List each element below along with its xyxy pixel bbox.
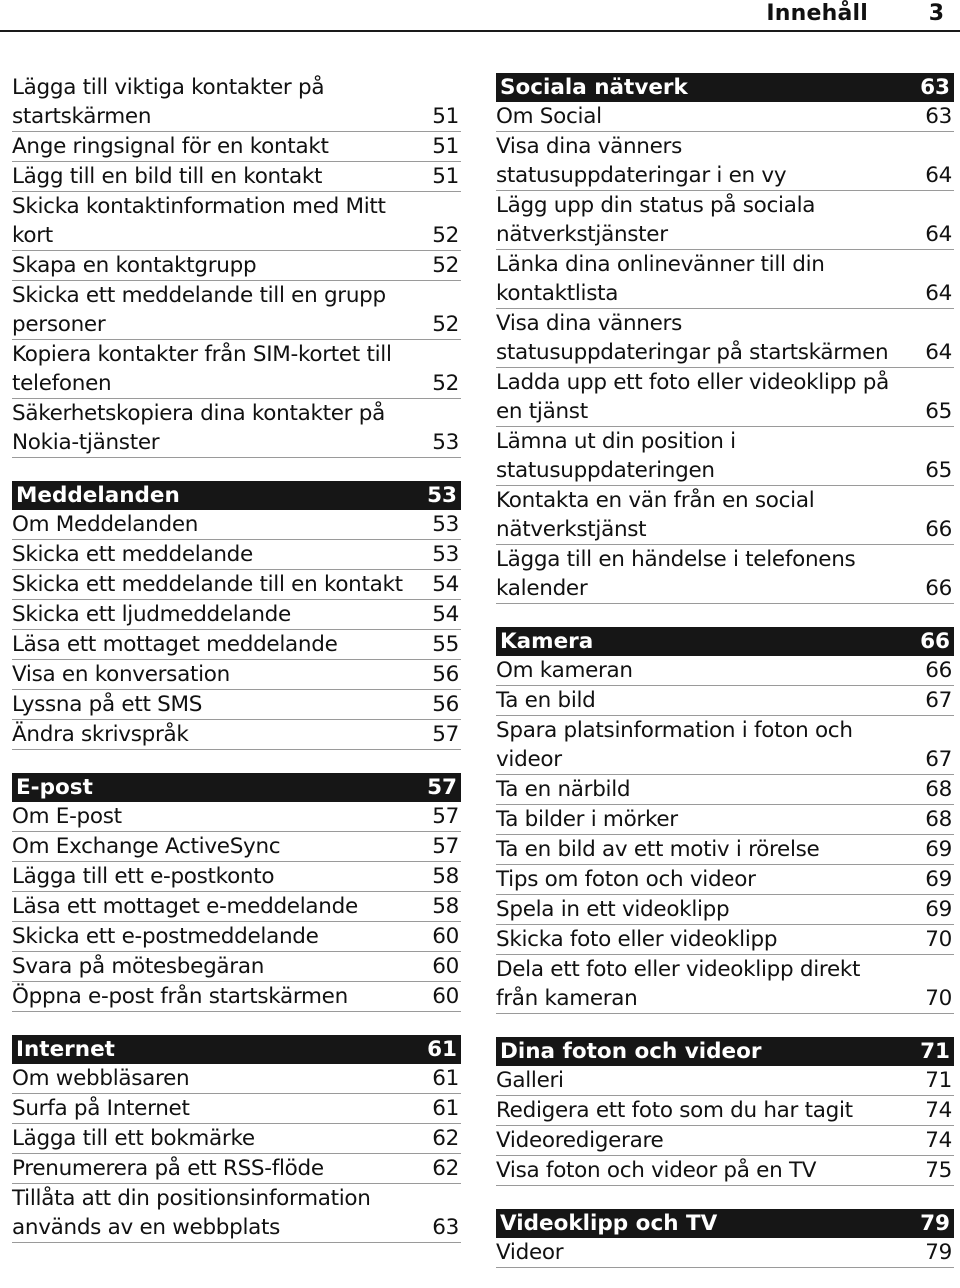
toc-entry-title: Läsa ett mottaget e-meddelande xyxy=(12,894,358,919)
toc-left-column xyxy=(12,73,461,1243)
toc-section-videoklipp-och-tv xyxy=(496,1209,954,1238)
toc-entry-title: Lägga till ett e-postkonto xyxy=(12,864,275,889)
toc-entry xyxy=(12,1064,461,1094)
toc-entry-page: 63 xyxy=(432,1215,459,1240)
toc-entry-title: Lägga till en händelse i telefonens kalender xyxy=(496,547,856,601)
toc-entry-title: Prenumerera på ett RSS-flöde xyxy=(12,1156,324,1181)
toc-entry xyxy=(12,862,461,892)
toc-entry-page: 60 xyxy=(432,924,459,949)
toc-entry-title: Om kameran xyxy=(496,658,633,683)
toc-entry-page: 67 xyxy=(925,747,952,772)
toc-entry-title: Tillåta att din positionsinformation används av en webbplats xyxy=(12,1186,371,1240)
toc-entry-title: Om Meddelanden xyxy=(12,512,199,537)
toc-entry-page: 52 xyxy=(432,253,459,278)
toc-entry-title: Visa dina vänners statusuppdateringar i en vy xyxy=(496,134,787,188)
toc-entry xyxy=(496,895,954,925)
toc-entry-title: Skicka ett meddelande till en kontakt xyxy=(12,572,403,597)
toc-entry xyxy=(12,1154,461,1184)
toc-entry-title: Lägga till viktiga kontakter på startskärmen xyxy=(12,75,325,129)
toc-section-page: 61 xyxy=(427,1037,457,1062)
toc-entry xyxy=(496,1066,954,1096)
toc-entry xyxy=(12,720,461,750)
toc-entry xyxy=(12,251,461,281)
toc-entry xyxy=(12,952,461,982)
page-number: 3 xyxy=(928,1,944,26)
toc-entry-title: Visa foton och videor på en TV xyxy=(496,1158,817,1183)
toc-entry-title: Skicka ett meddelande xyxy=(12,542,253,567)
toc-entry-title: Tips om foton och videor xyxy=(496,867,756,892)
toc-entry-title: Om webbläsaren xyxy=(12,1066,190,1091)
toc-entry-page: 69 xyxy=(925,897,952,922)
toc-entry-page: 71 xyxy=(925,1068,952,1093)
toc-entry-page: 57 xyxy=(432,834,459,859)
toc-entry-page: 79 xyxy=(925,1240,952,1265)
toc-entry xyxy=(496,1238,954,1268)
toc-entry xyxy=(496,102,954,132)
toc-entry-title: Lämna ut din position i statusuppdateringen xyxy=(496,429,736,483)
toc-entry xyxy=(12,399,461,458)
toc-entry-page: 56 xyxy=(432,662,459,687)
toc-entry-page: 64 xyxy=(925,163,952,188)
toc-entry-page: 60 xyxy=(432,954,459,979)
toc-entry-title: Spara platsinformation i foton och videor xyxy=(496,718,853,772)
toc-entry xyxy=(12,570,461,600)
toc-entry-title: Ta en bild av ett motiv i rörelse xyxy=(496,837,820,862)
toc-entry xyxy=(12,892,461,922)
toc-section-title: Internet xyxy=(16,1037,115,1062)
toc-entry-page: 66 xyxy=(925,576,952,601)
toc-entry-page: 62 xyxy=(432,1156,459,1181)
toc-entry xyxy=(12,73,461,132)
toc-entry xyxy=(496,132,954,191)
toc-entry xyxy=(12,982,461,1012)
toc-section-title: Dina foton och videor xyxy=(500,1039,762,1064)
toc-entry-page: 69 xyxy=(925,867,952,892)
toc-entry-page: 66 xyxy=(925,658,952,683)
toc-right-column xyxy=(496,73,954,1268)
toc-entry xyxy=(496,1126,954,1156)
toc-entry xyxy=(12,281,461,340)
toc-section-internet xyxy=(12,1035,461,1064)
toc-section-page: 71 xyxy=(920,1039,950,1064)
toc-entry-title: Om Exchange ActiveSync xyxy=(12,834,281,859)
toc-entry xyxy=(12,802,461,832)
toc-section-meddelanden xyxy=(12,481,461,510)
toc-entry xyxy=(496,805,954,835)
toc-entry xyxy=(496,716,954,775)
toc-entry-title: Om E-post xyxy=(12,804,122,829)
toc-section-page: 53 xyxy=(427,483,457,508)
toc-entry-title: Lägga till ett bokmärke xyxy=(12,1126,255,1151)
toc-entry-page: 74 xyxy=(925,1098,952,1123)
toc-entry-page: 68 xyxy=(925,777,952,802)
toc-section-kamera xyxy=(496,627,954,656)
toc-entry-title: Kontakta en vän från en social nätverkstjänst xyxy=(496,488,815,542)
toc-entry xyxy=(12,340,461,399)
toc-entry xyxy=(12,660,461,690)
toc-entry-title: Ta en bild xyxy=(496,688,596,713)
toc-section-page: 63 xyxy=(920,75,950,100)
toc-entry xyxy=(12,600,461,630)
toc-section-page: 57 xyxy=(427,775,457,800)
toc-entry-page: 53 xyxy=(432,542,459,567)
toc-entry xyxy=(12,162,461,192)
toc-entry-page: 52 xyxy=(432,223,459,248)
toc-entry-title: Ta bilder i mörker xyxy=(496,807,678,832)
toc-entry-title: Skapa en kontaktgrupp xyxy=(12,253,257,278)
toc-entry-page: 51 xyxy=(432,104,459,129)
toc-entry-page: 58 xyxy=(432,864,459,889)
toc-entry xyxy=(12,922,461,952)
toc-entry-title: Skicka ett meddelande till en grupp personer xyxy=(12,283,386,337)
toc-entry-title: Skicka foto eller videoklipp xyxy=(496,927,778,952)
toc-entry xyxy=(496,427,954,486)
toc-entry-title: Visa en konversation xyxy=(12,662,230,687)
toc-entry xyxy=(12,832,461,862)
toc-entry xyxy=(496,865,954,895)
toc-entry xyxy=(12,192,461,251)
toc-entry-page: 58 xyxy=(432,894,459,919)
toc-entry-title: Galleri xyxy=(496,1068,564,1093)
toc-entry-page: 57 xyxy=(432,804,459,829)
toc-entry xyxy=(12,1184,461,1243)
toc-section-title: E-post xyxy=(16,775,93,800)
toc-entry xyxy=(12,1124,461,1154)
toc-entry-page: 62 xyxy=(432,1126,459,1151)
toc-section-e-post xyxy=(12,773,461,802)
toc-entry-page: 66 xyxy=(925,517,952,542)
toc-entry-title: Ange ringsignal för en kontakt xyxy=(12,134,329,159)
toc-entry xyxy=(496,955,954,1014)
toc-section-page: 66 xyxy=(920,629,950,654)
toc-entry-title: Visa dina vänners statusuppdateringar på startskärmen xyxy=(496,311,889,365)
toc-entry-page: 69 xyxy=(925,837,952,862)
toc-entry-page: 64 xyxy=(925,281,952,306)
toc-section-page: 79 xyxy=(920,1211,950,1236)
toc-entry-title: Ladda upp ett foto eller videoklipp på en tjänst xyxy=(496,370,890,424)
toc-entry-title: Säkerhetskopiera dina kontakter på Nokia-tjänster xyxy=(12,401,385,455)
toc-entry-page: 61 xyxy=(432,1066,459,1091)
toc-entry xyxy=(496,545,954,604)
toc-entry-page: 53 xyxy=(432,512,459,537)
toc-entry-title: Videoredigerare xyxy=(496,1128,664,1153)
toc-entry-title: Svara på mötesbegäran xyxy=(12,954,265,979)
toc-entry xyxy=(12,690,461,720)
toc-entry xyxy=(12,510,461,540)
toc-entry-title: Lägg upp din status på sociala nätverkstjänster xyxy=(496,193,816,247)
toc-entry-title: Skicka ett ljudmeddelande xyxy=(12,602,291,627)
toc-entry xyxy=(496,1096,954,1126)
toc-entry xyxy=(496,686,954,716)
toc-entry-title: Ta en närbild xyxy=(496,777,631,802)
toc-entry xyxy=(496,835,954,865)
toc-section-title: Meddelanden xyxy=(16,483,180,508)
toc-entry-page: 57 xyxy=(432,722,459,747)
toc-entry-page: 52 xyxy=(432,312,459,337)
toc-entry-title: Surfa på Internet xyxy=(12,1096,190,1121)
toc-entry xyxy=(496,775,954,805)
toc-entry xyxy=(496,309,954,368)
toc-entry-title: Om Social xyxy=(496,104,602,129)
toc-entry-title: Läsa ett mottaget meddelande xyxy=(12,632,338,657)
toc-entry xyxy=(496,925,954,955)
toc-entry-page: 60 xyxy=(432,984,459,1009)
page-title: Innehåll xyxy=(766,1,868,26)
toc-entry-title: Dela ett foto eller videoklipp direkt från kameran xyxy=(496,957,861,1011)
toc-entry-title: Lyssna på ett SMS xyxy=(12,692,203,717)
toc-entry-page: 52 xyxy=(432,371,459,396)
toc-entry-page: 53 xyxy=(432,430,459,455)
toc-entry-page: 75 xyxy=(925,1158,952,1183)
toc-entry xyxy=(12,540,461,570)
toc-entry-page: 54 xyxy=(432,602,459,627)
toc-entry-title: Videor xyxy=(496,1240,564,1265)
toc-entry-page: 61 xyxy=(432,1096,459,1121)
toc-section-title: Kamera xyxy=(500,629,594,654)
toc-entry xyxy=(496,191,954,250)
toc-entry-title: Lägg till en bild till en kontakt xyxy=(12,164,323,189)
toc-entry-title: Redigera ett foto som du har tagit xyxy=(496,1098,853,1123)
toc-entry xyxy=(12,630,461,660)
toc-entry-page: 70 xyxy=(925,986,952,1011)
toc-entry xyxy=(12,1094,461,1124)
toc-entry-page: 51 xyxy=(432,134,459,159)
toc-entry-page: 67 xyxy=(925,688,952,713)
toc-entry-page: 64 xyxy=(925,222,952,247)
toc-entry-page: 56 xyxy=(432,692,459,717)
toc-entry xyxy=(496,368,954,427)
toc-entry-title: Ändra skrivspråk xyxy=(12,722,189,747)
toc-entry-page: 51 xyxy=(432,164,459,189)
toc-entry-page: 64 xyxy=(925,340,952,365)
toc-entry-page: 54 xyxy=(432,572,459,597)
toc-entry-title: Spela in ett videoklipp xyxy=(496,897,730,922)
toc-entry-page: 55 xyxy=(432,632,459,657)
toc-entry xyxy=(496,486,954,545)
toc-section-title: Videoklipp och TV xyxy=(500,1211,718,1236)
toc-section-dina-foton-och-videor xyxy=(496,1037,954,1066)
toc-entry-page: 74 xyxy=(925,1128,952,1153)
toc-section-sociala-natverk xyxy=(496,73,954,102)
toc-entry-page: 65 xyxy=(925,458,952,483)
toc-entry-page: 70 xyxy=(925,927,952,952)
toc-entry-page: 63 xyxy=(925,104,952,129)
toc-section-title: Sociala nätverk xyxy=(500,75,688,100)
toc-entry-title: Skicka kontaktinformation med Mitt kort xyxy=(12,194,386,248)
toc-entry xyxy=(496,656,954,686)
page-header xyxy=(0,0,960,32)
toc-entry-page: 65 xyxy=(925,399,952,424)
toc-entry-title: Skicka ett e-postmeddelande xyxy=(12,924,319,949)
toc-entry-title: Öppna e-post från startskärmen xyxy=(12,984,348,1009)
toc-entry xyxy=(496,1156,954,1186)
toc-entry xyxy=(12,132,461,162)
toc-entry-page: 68 xyxy=(925,807,952,832)
toc-entry xyxy=(496,250,954,309)
toc-entry-title: Länka dina onlinevänner till din kontaktlista xyxy=(496,252,825,306)
toc-entry-title: Kopiera kontakter från SIM-kortet till telefonen xyxy=(12,342,392,396)
